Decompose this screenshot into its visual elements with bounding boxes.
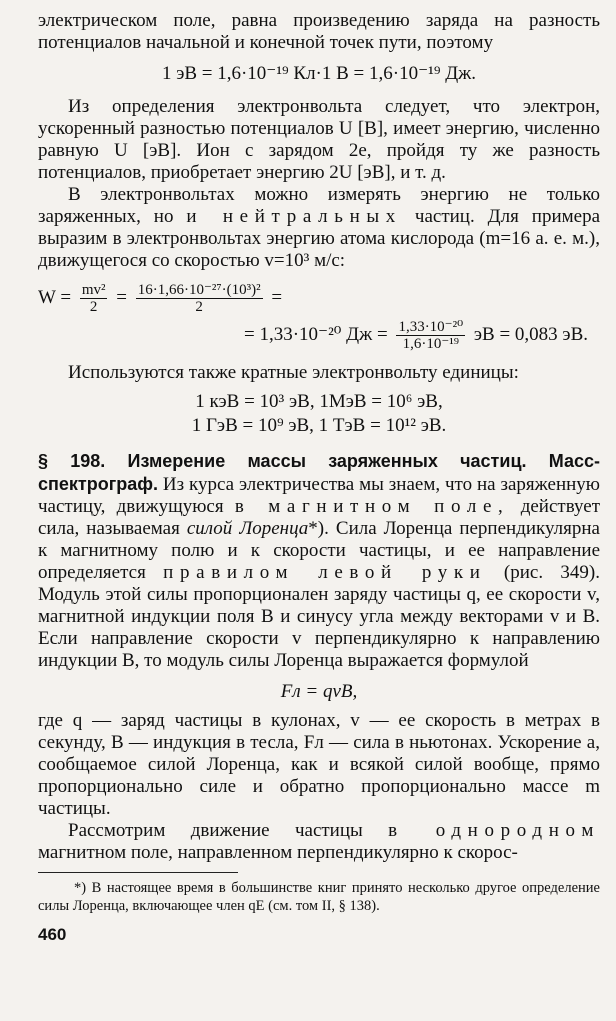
section-198 xyxy=(38,450,600,672)
text-run: В электронвольтах можно измерять энергию не только заряженных, но xyxy=(38,184,600,227)
text-run: (рис. 349). Модуль этой силы пропорционален заряду частицы q, ее скорости v, магнитной индукции поля B и синусу угла между векторами v и B. Если направление скорости v перпендикулярно к направлению индукции B, то модуль силы Лоренца выражается формулой xyxy=(38,562,600,671)
paragraph-electron-energy: Из определения электронвольта следует, что электрон, ускоренный разностью потенциалов U [В], имеет энергию, численно равную U [эВ]. Ион с зарядом 2e, пройдя ту же разность потенциалов, приобретает энергию 2U [эВ], и т. д. xyxy=(38,96,600,183)
equation-line-1 xyxy=(38,282,600,315)
equation-lorentz: Fл = qvB, xyxy=(280,681,358,702)
paragraph-intro: электрическом поле, равна произведению заряда на разность потенциалов начальной и конечной точек пути, поэтому xyxy=(38,10,600,53)
numerator: mv² xyxy=(81,282,106,298)
eq-sign: = xyxy=(271,286,283,308)
footnote-divider xyxy=(38,872,238,873)
paragraph-multiples: Используются также кратные электронвольту единицы: xyxy=(68,362,519,383)
text-run: действует сила, называемая xyxy=(38,496,601,539)
page-number: 460 xyxy=(38,925,67,944)
denominator: 2 xyxy=(195,299,203,315)
footnote: *) В настоящее время в большинстве книг принято несколько другое определение силы Лоренца, включающее член qE (см. том II, § 138). xyxy=(38,880,600,914)
numerator: 1,33·10⁻²⁰ xyxy=(398,319,464,335)
equation-oxygen-energy xyxy=(38,282,600,352)
text-run: *). Сила Лоренца перпендикулярна к магнитному полю и к скорости частицы, и ее направление определяется xyxy=(38,518,600,583)
equation-electronvolt: 1 эВ = 1,6·10⁻¹⁹ Кл·1 В = 1,6·10⁻¹⁹ Дж. xyxy=(161,63,477,84)
italic-term: силой Лоренца xyxy=(186,518,309,539)
spaced-emphasis: в однородном xyxy=(388,820,601,841)
fraction-conversion xyxy=(396,319,465,352)
denominator: 2 xyxy=(89,299,98,315)
eq-sign: = xyxy=(116,286,127,308)
text-run: Из курса электричества мы знаем, что на заряженную частицу, движущуюся xyxy=(38,474,601,517)
eq-lhs: W = xyxy=(38,286,72,308)
equation-line-2 xyxy=(38,319,600,352)
text-run: частиц. Для примера выразим в электронвольтах энергию атома кислорода (m=16 а. е. м.), движущегося со скоростью v=10³ м/с: xyxy=(38,206,601,271)
equation-multiples xyxy=(38,390,600,438)
fraction-substituted xyxy=(136,282,263,315)
spaced-emphasis: и нейтральных xyxy=(186,206,402,227)
section-heading: § 198. Измерение массы заряженных частиц. Масс-спектрограф. xyxy=(38,451,600,494)
eq-result-joule: = 1,33·10⁻²⁰ Дж = xyxy=(244,323,388,345)
spaced-emphasis: в магнитном поле, xyxy=(234,496,510,517)
equation-multiples-line-1: 1 кэВ = 10³ эВ, 1МэВ = 10⁶ эВ, xyxy=(195,391,443,412)
fraction-kinetic xyxy=(80,282,108,315)
equation-multiples-line-2: 1 ГэВ = 10⁹ эВ, 1 ТэВ = 10¹² эВ. xyxy=(191,415,447,436)
numerator: 16·1,66·10⁻²⁷·(10³)² xyxy=(137,282,261,298)
spaced-emphasis: правилом левой руки xyxy=(163,562,487,583)
text-run: магнитном поле, направленном перпендикулярно к скорос- xyxy=(38,842,518,863)
text-run: Рассмотрим движение частицы xyxy=(68,820,363,841)
paragraph-definitions: где q — заряд частицы в кулонах, v — ее скорость в метрах в секунду, B — индукция в тесла, Fл — сила в ньютонах. Ускорение a, сообщаемое силой Лоренца, как и всякой силой вообще, прямо пропорционально силе и обратно пропорционально массе m частицы. xyxy=(38,710,600,819)
paragraph-neutral-particles xyxy=(38,184,600,272)
eq-result-ev: эВ = 0,083 эВ. xyxy=(473,323,588,345)
paragraph-uniform-field xyxy=(38,820,600,864)
denominator: 1,6·10⁻¹⁹ xyxy=(402,336,459,352)
